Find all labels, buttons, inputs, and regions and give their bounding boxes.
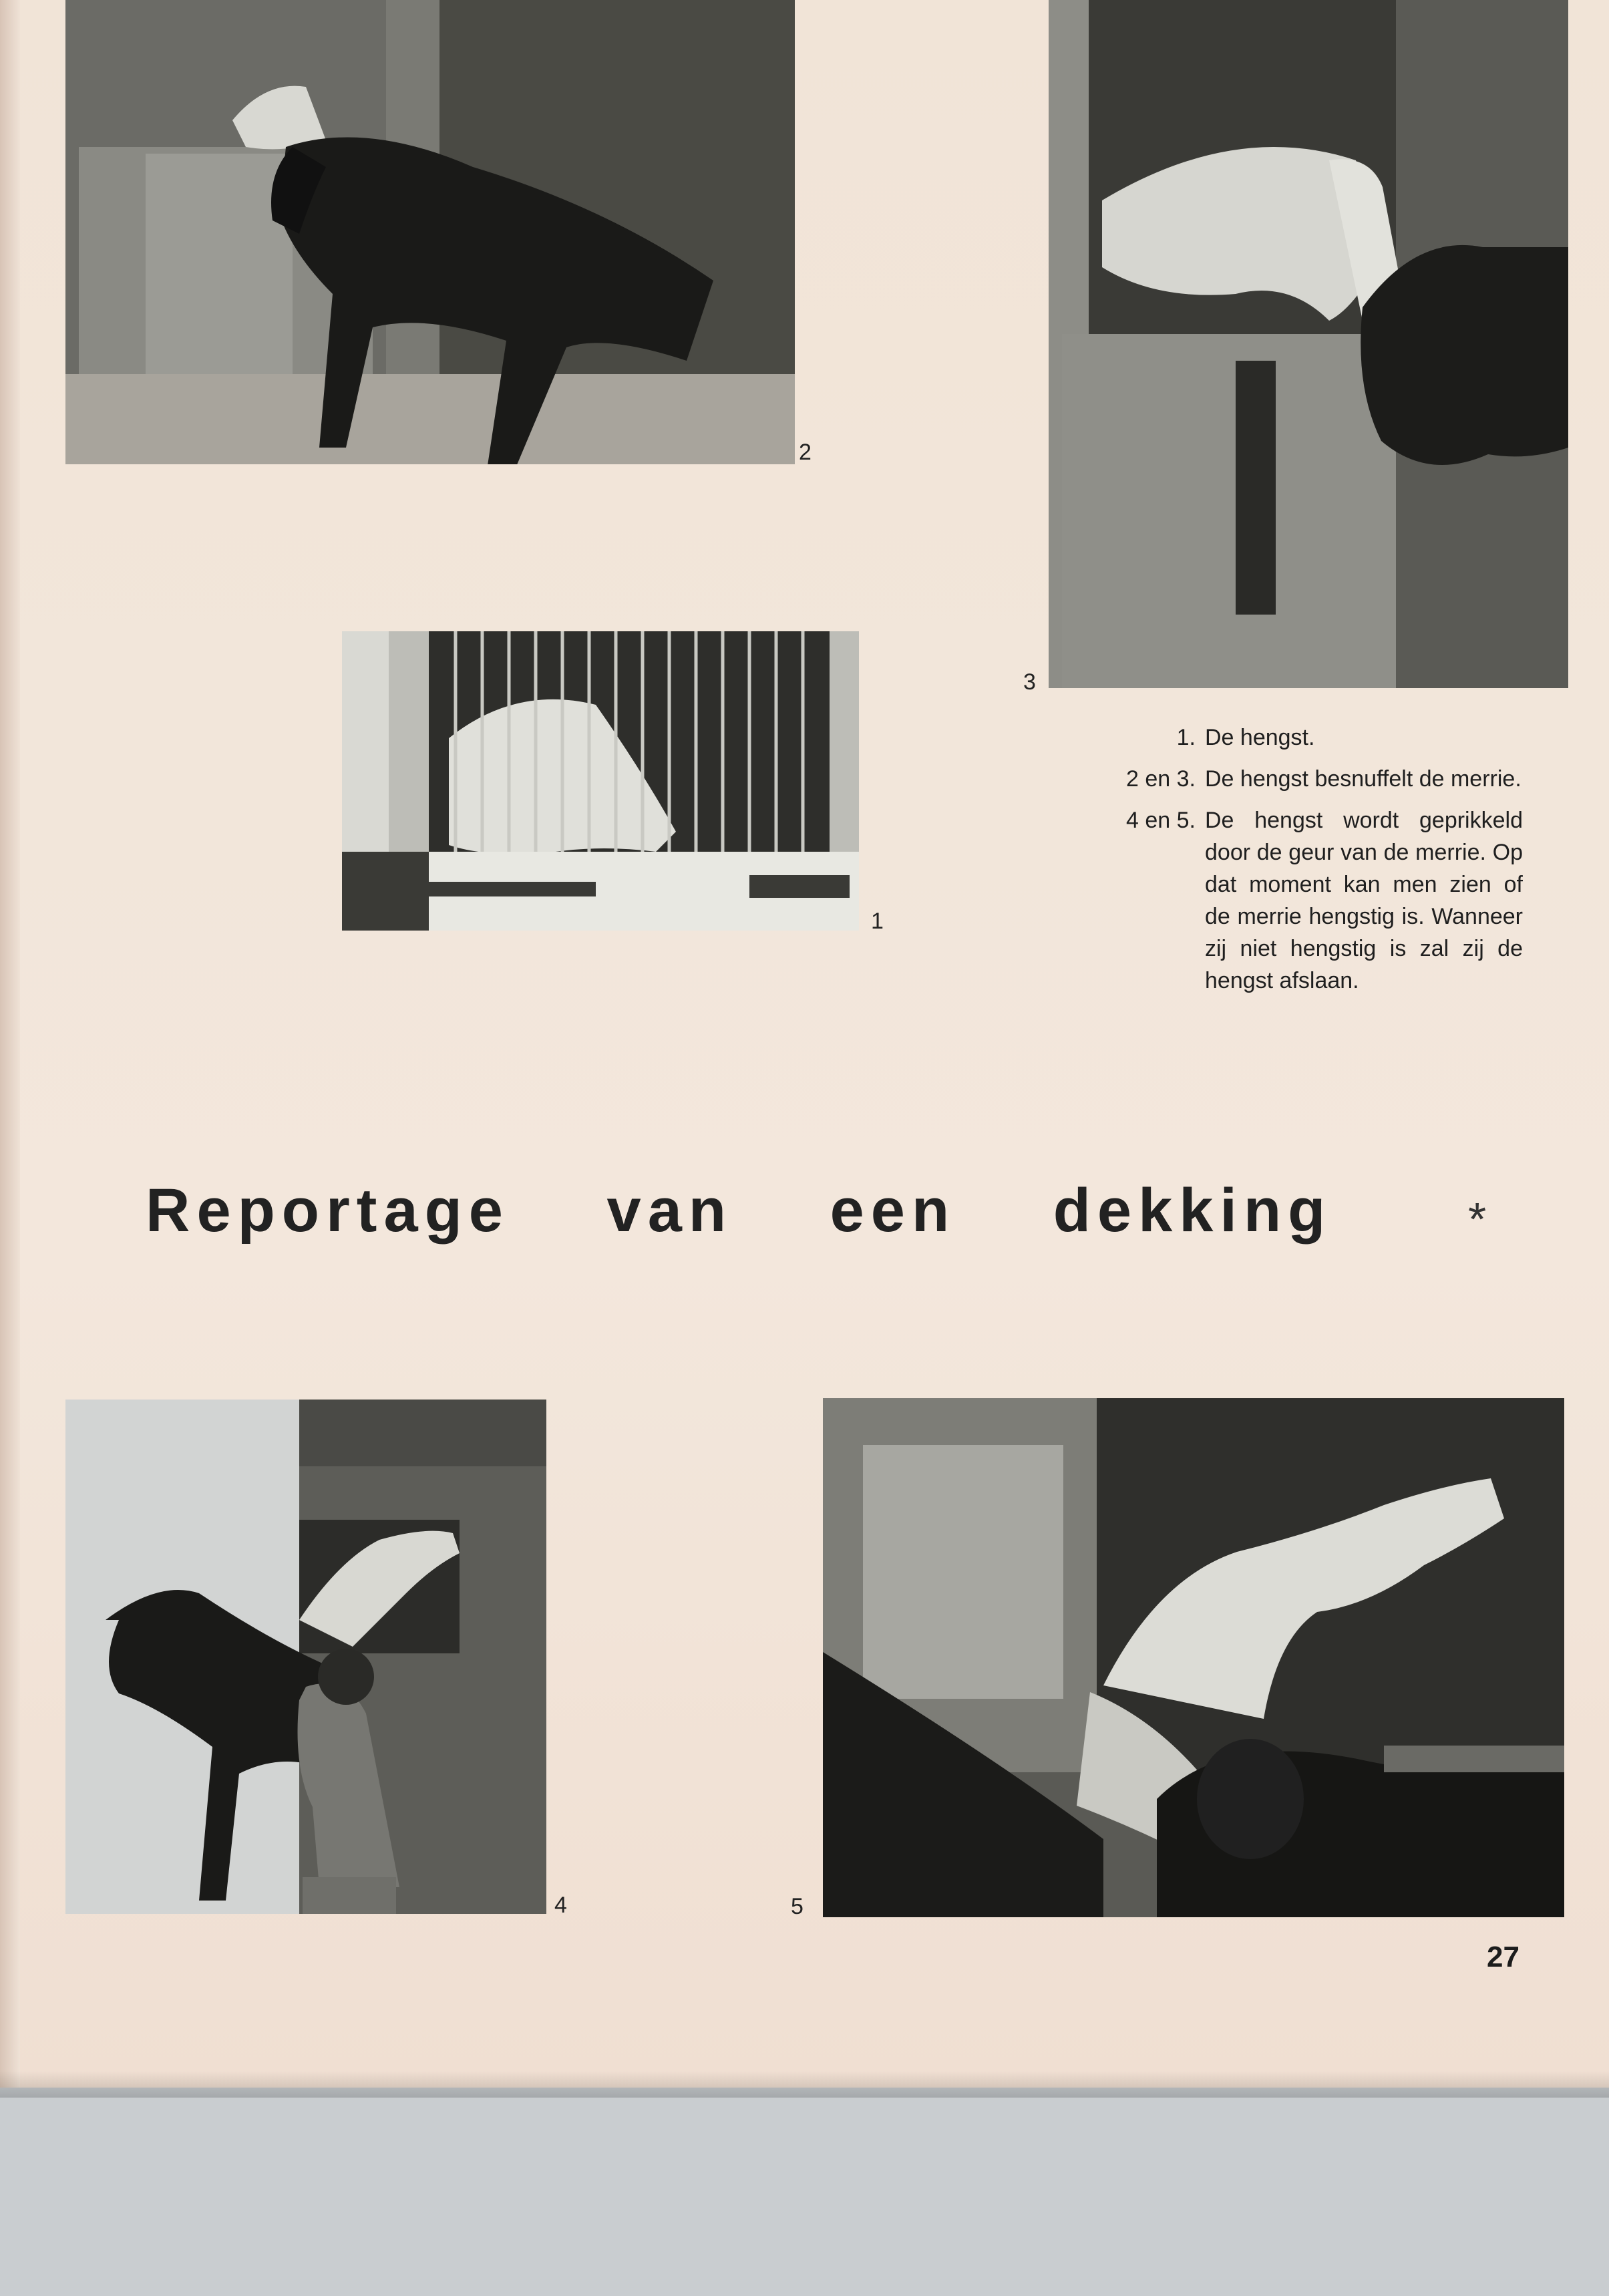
caption-2	[1082, 763, 1523, 795]
photo-number-1: 1	[871, 909, 884, 934]
page-number: 27	[1487, 1941, 1519, 1973]
photo-5	[823, 1398, 1564, 1917]
caption-text: De hengst besnuffelt de merrie.	[1205, 766, 1522, 792]
title-asterisk: *	[1468, 1193, 1487, 1245]
article-title: Reportage van een dekking	[146, 1176, 1332, 1245]
page-edge-shadow	[0, 2071, 1609, 2098]
caption-1	[1082, 721, 1523, 754]
caption-text: De hengst wordt geprikkeld door de geur van de merrie. Op dat moment kan men zien of de merrie hengstig is. Wanneer zij niet hengstig is zal zij de hengst afslaan.	[1205, 808, 1523, 993]
page-spine	[0, 0, 20, 2088]
photo-1	[342, 631, 859, 931]
photo-number-3: 3	[1023, 669, 1036, 695]
caption-number: 4 en 5.	[1126, 808, 1196, 833]
photo-3	[1049, 0, 1568, 688]
caption-3	[1082, 804, 1523, 997]
captions	[1082, 721, 1523, 1006]
caption-text: De hengst.	[1205, 725, 1315, 750]
photo-number-5: 5	[791, 1894, 803, 1919]
caption-number: 1.	[1176, 725, 1196, 750]
photo-number-2: 2	[799, 440, 812, 465]
caption-number: 2 en 3.	[1126, 766, 1196, 792]
photo-2	[65, 0, 795, 464]
photo-number-4: 4	[554, 1893, 567, 1918]
photo-4	[65, 1400, 546, 1914]
